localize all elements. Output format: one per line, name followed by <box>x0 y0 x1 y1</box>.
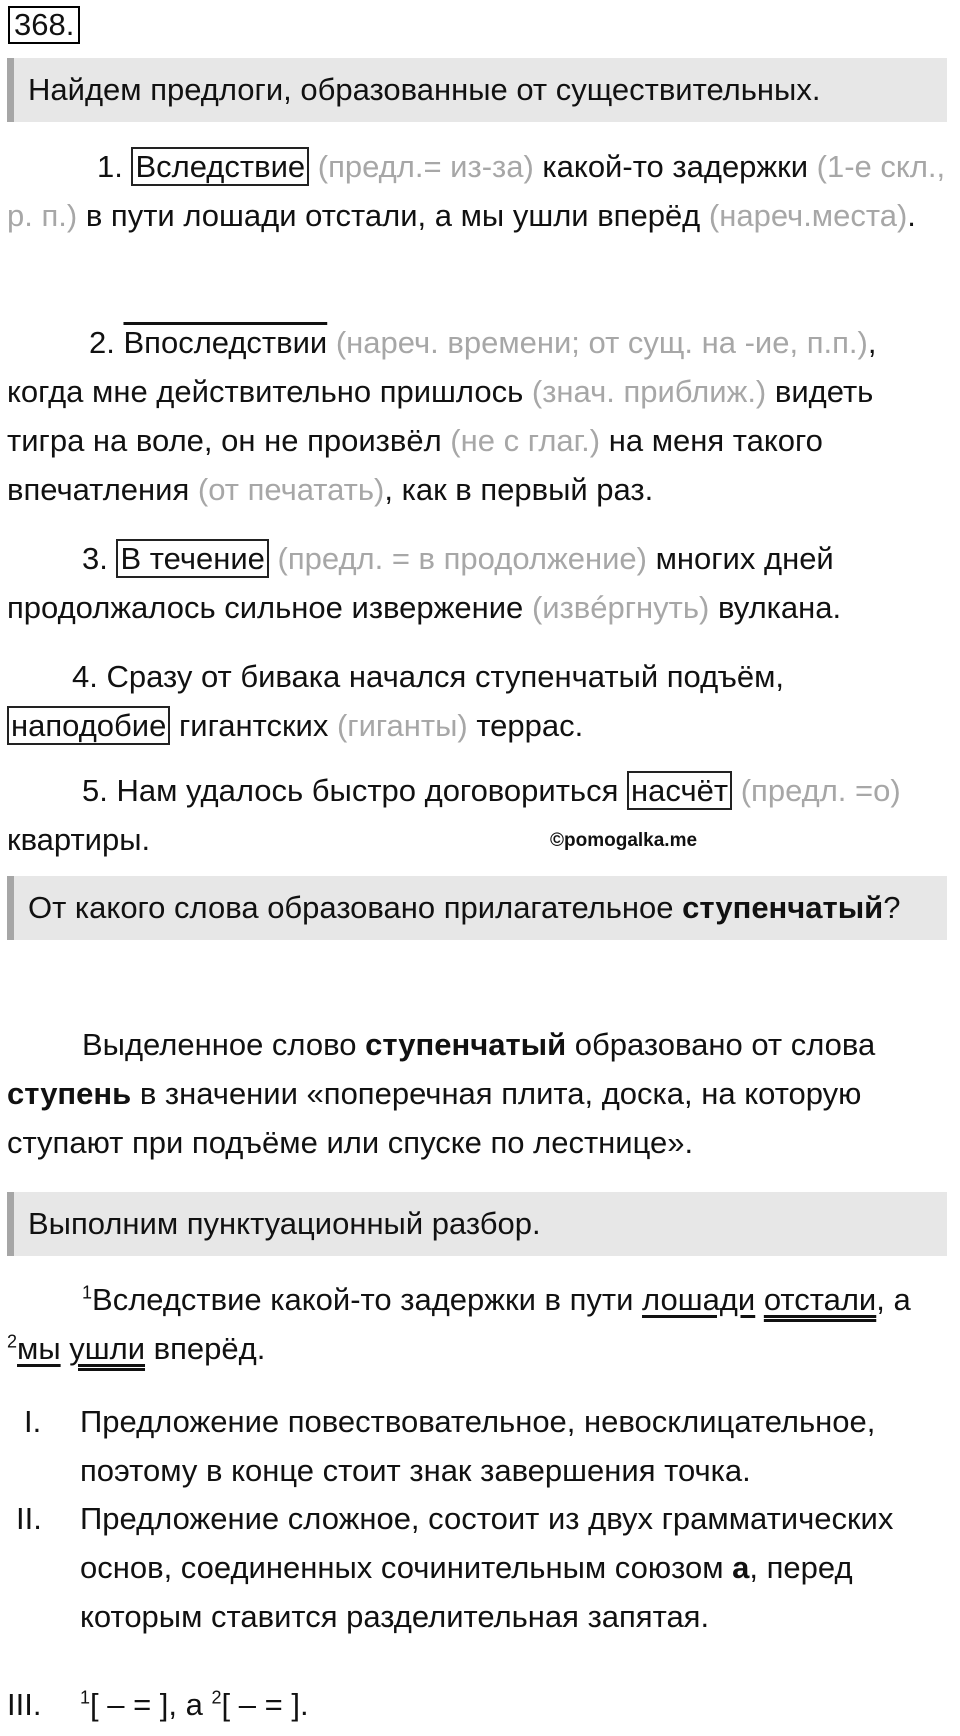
sentence-text: видеть тигра на воле, он не произвёл <box>7 374 874 458</box>
grammar-note: (от печатать) <box>197 472 385 507</box>
grammar-note: (извéргнуть) <box>531 590 710 625</box>
point-bold: а <box>732 1550 750 1585</box>
analysis-text: Вследствие какой-то задержки в пути <box>92 1282 634 1317</box>
grammar-note: (не с глаг.) <box>450 423 601 458</box>
answer-text: образовано от слова <box>574 1027 876 1062</box>
sentence-text: , когда мне действительно пришлось <box>7 325 877 409</box>
clause-index: 1 <box>82 1282 93 1303</box>
sentence-2 <box>7 318 952 514</box>
point-text-part: Предложение сложное, состоит из двух грамматических основ, соединенных сочинительным союзом <box>80 1501 894 1585</box>
sentence-number: 4. <box>72 659 98 694</box>
adverb-word: Впоследствии <box>123 325 328 360</box>
sentence-5 <box>7 766 952 864</box>
clause-index: 2 <box>211 1687 222 1708</box>
grammar-note: (гиганты) <box>336 708 468 743</box>
sentence-text: квартиры. <box>7 822 151 857</box>
scheme-part: [ – = ]. <box>221 1687 309 1722</box>
sentence-text: Нам удалось быстро договориться <box>116 773 619 808</box>
sentence-text: вулкана. <box>717 590 842 625</box>
section-banner-prepositions <box>7 58 947 122</box>
point-text <box>80 1494 950 1641</box>
sentence-text: террас. <box>476 708 584 743</box>
grammar-note: (предл.= из-за) <box>317 149 534 184</box>
clause-index: 1 <box>80 1687 91 1708</box>
analysis-sentence <box>7 1275 952 1373</box>
sentence-text: на меня такого впечатления <box>7 423 823 507</box>
point-number: III. <box>7 1687 42 1722</box>
grammar-note: (предл. = в продолжение) <box>277 541 647 576</box>
grammar-note: (нареч.места) <box>708 198 908 233</box>
answer-bold: ступенчатый <box>365 1027 567 1062</box>
scheme <box>80 1680 950 1729</box>
sentence-end: . <box>907 198 916 233</box>
sentence-number: 5. <box>82 773 108 808</box>
sentence-number: 1. <box>97 149 123 184</box>
boxed-preposition: В течение <box>116 539 268 578</box>
sentence-1 <box>7 142 952 240</box>
copyright-label: ©pomogalka.me <box>550 830 698 851</box>
boxed-preposition: насчёт <box>627 771 732 810</box>
exercise-number: 368. <box>8 6 80 44</box>
section-banner-punctuation <box>7 1192 947 1256</box>
sentence-text: многих дней продолжалось сильное извержение <box>7 541 834 625</box>
point-text-part: , перед которым ставится разделительная запятая. <box>80 1550 853 1634</box>
analysis-comma: , <box>876 1282 885 1317</box>
banner-text: Выполним пунктуационный разбор. <box>28 1206 541 1241</box>
banner-text-end: ? <box>883 890 901 925</box>
subject-word: лошади <box>642 1282 756 1317</box>
sentence-text: гигантских <box>178 708 329 743</box>
banner-text: От какого слова образовано прилагательное <box>28 890 674 925</box>
point-text: Предложение повествовательное, невосклицательное, поэтому в конце стоит знак завершения точка. <box>80 1404 876 1488</box>
answer-bold: ступень <box>7 1076 132 1111</box>
grammar-note: (нареч. времени; от сущ. на -ие, п.п.) <box>335 325 868 360</box>
answer-text: в значении «поперечная плита, доска, на которую ступают при подъёме или спуске по лестнице». <box>7 1076 862 1160</box>
sentence-4 <box>7 652 952 750</box>
banner-text: Найдем предлоги, образованные от существительных. <box>28 72 821 107</box>
sentence-3 <box>7 534 952 632</box>
answer-text: Выделенное слово <box>82 1027 357 1062</box>
scheme-part: [ – = ], а <box>90 1687 203 1722</box>
boxed-preposition: Вследствие <box>131 147 309 186</box>
grammar-note: (знач. приближ.) <box>531 374 767 409</box>
analysis-text: вперёд. <box>153 1331 266 1366</box>
subject-word: мы <box>17 1331 61 1366</box>
predicate-word: отстали <box>763 1282 877 1317</box>
grammar-note: (предл. =о) <box>740 773 901 808</box>
sentence-number: 3. <box>82 541 108 576</box>
grammar-note: (1-е скл., р. п.) <box>7 149 946 233</box>
answer-paragraph <box>7 1020 952 1167</box>
sentence-text: в пути лошади отстали, а мы ушли вперёд <box>85 198 701 233</box>
predicate-word: ушли <box>69 1331 146 1366</box>
boxed-preposition: наподобие <box>7 706 170 745</box>
point-number: II. <box>16 1501 42 1536</box>
sentence-number: 2. <box>89 325 115 360</box>
sentence-text: какой-то задержки <box>542 149 809 184</box>
sentence-text: Сразу от бивака начался ступенчатый подъём, <box>106 659 785 694</box>
conjunction: а <box>893 1282 911 1317</box>
sentence-text: , как в первый раз. <box>384 472 654 507</box>
section-banner-question <box>7 876 947 940</box>
banner-bold-word: ступенчатый <box>682 890 884 925</box>
clause-index: 2 <box>7 1331 18 1352</box>
point-number: I. <box>24 1404 42 1439</box>
